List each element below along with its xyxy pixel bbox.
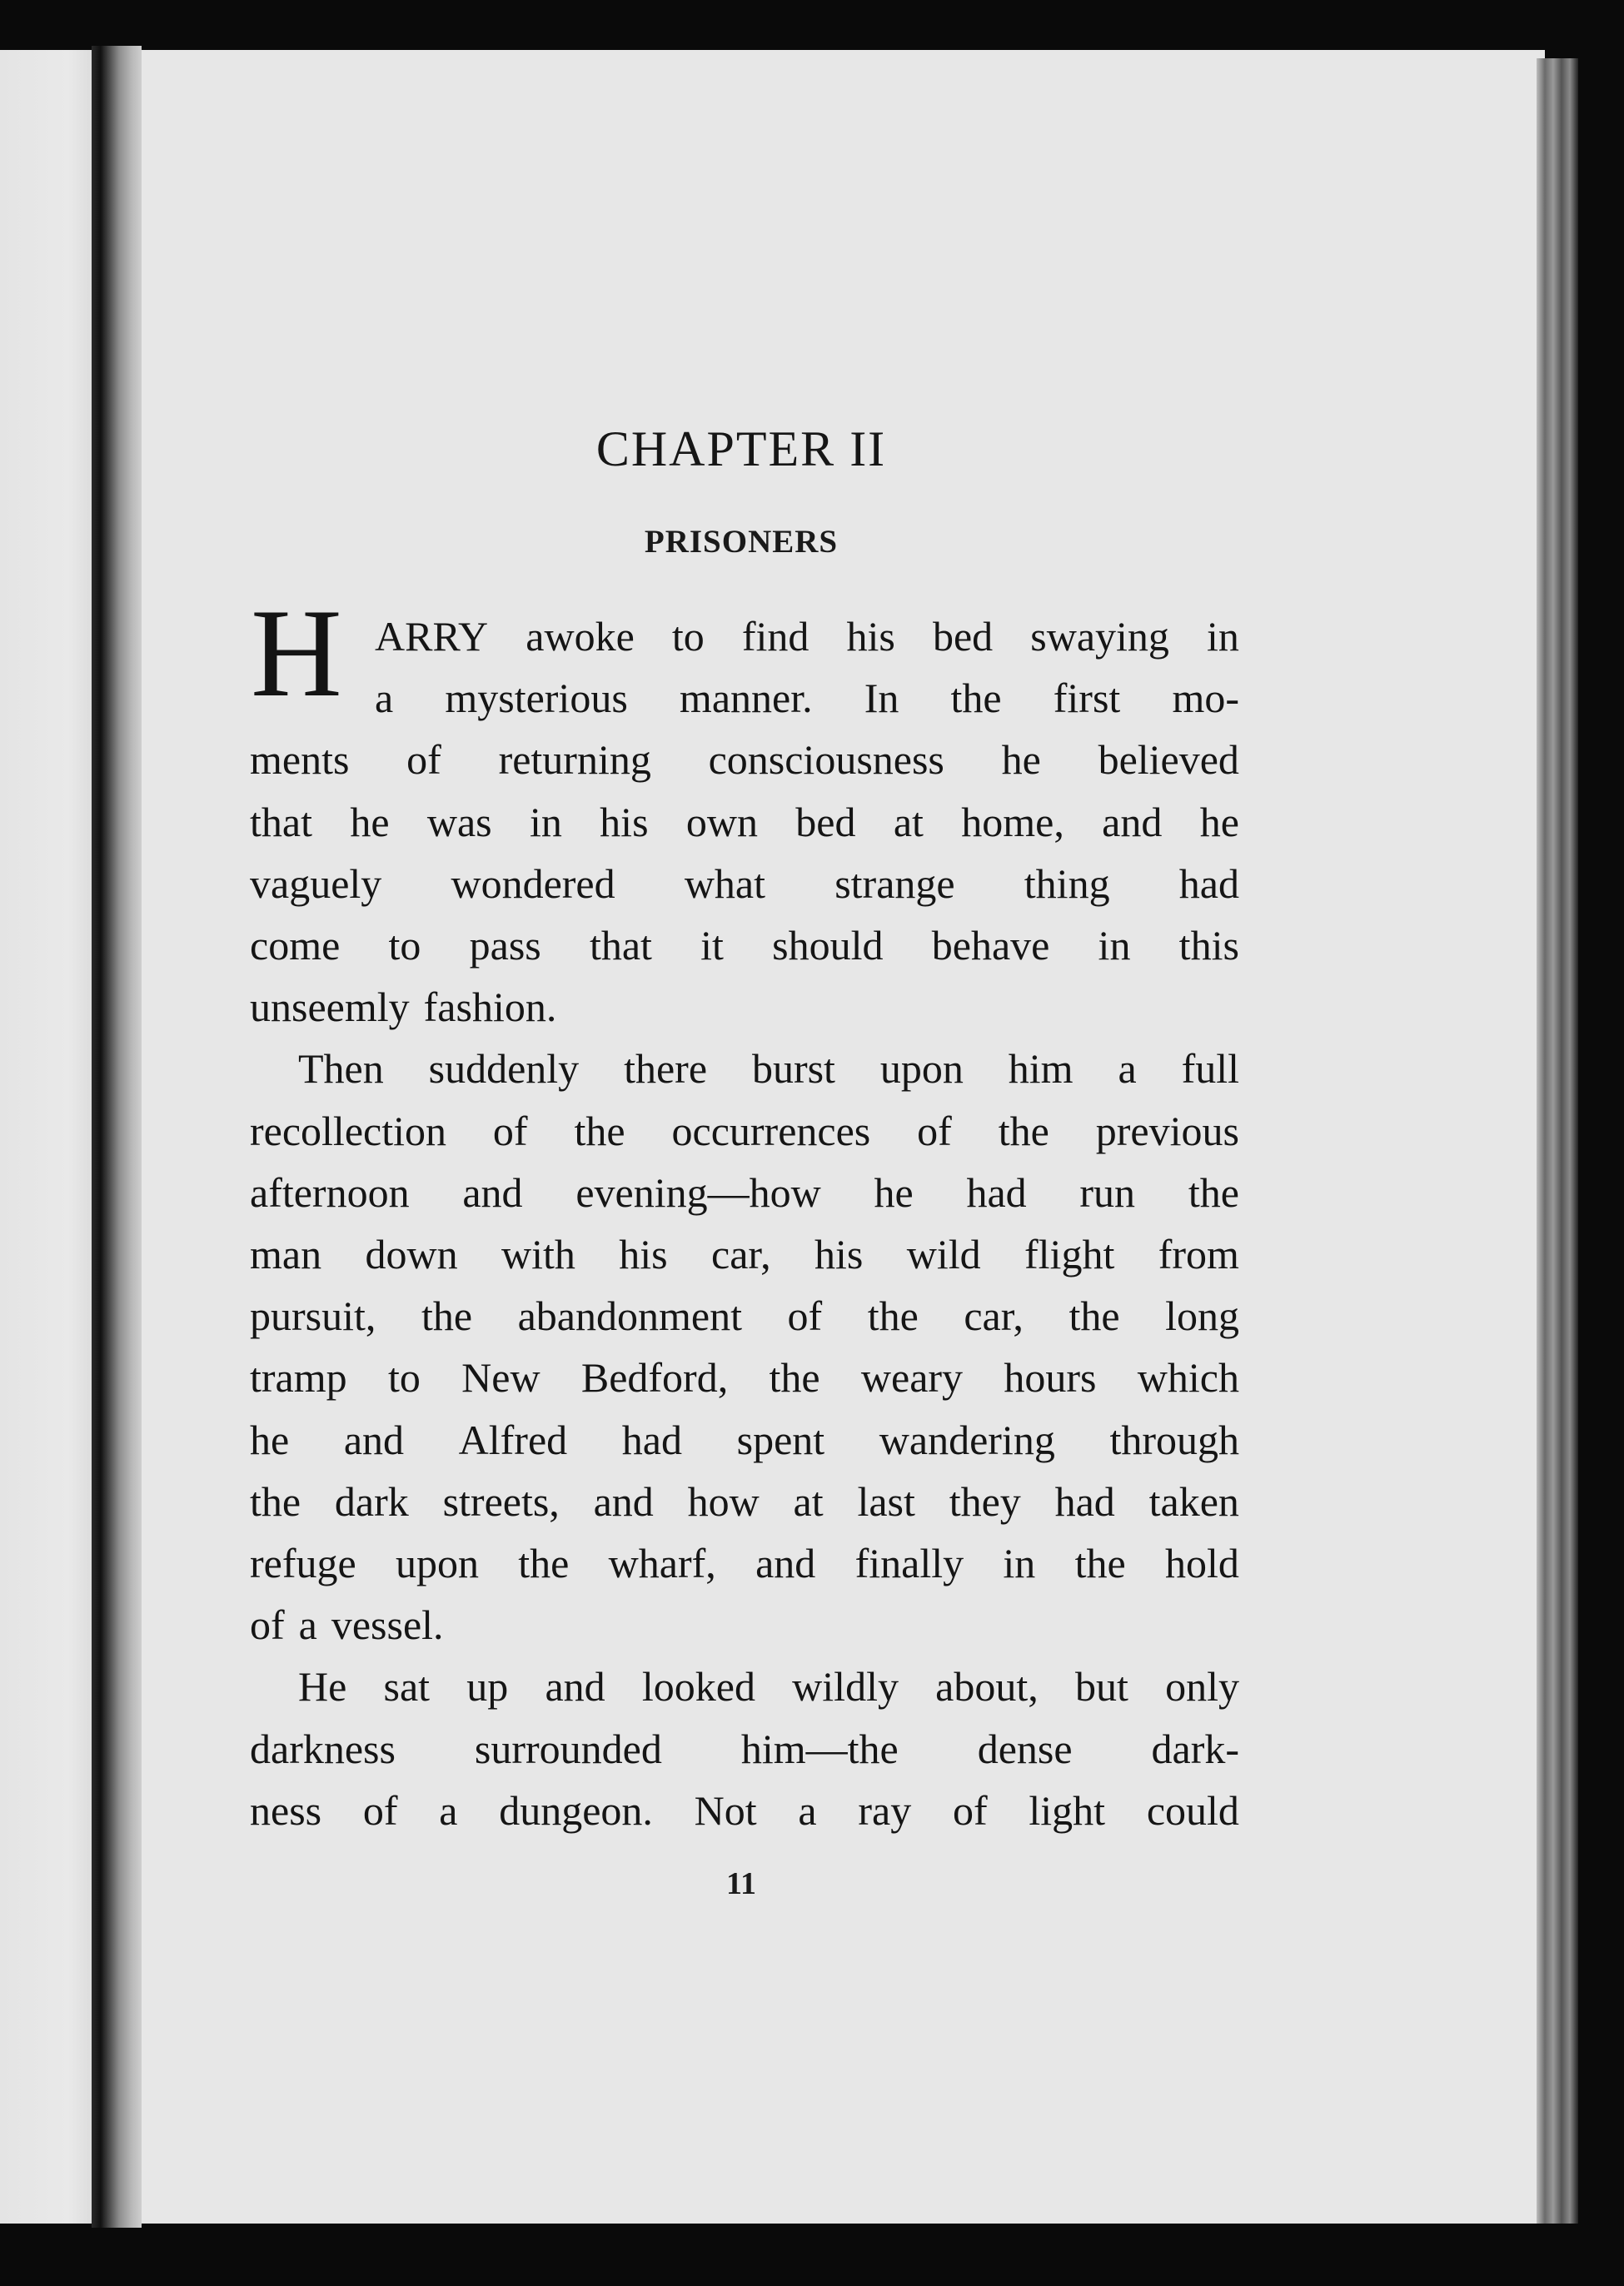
text-line: darkness surrounded him—the dense dark- (250, 1726, 1239, 1772)
chapter-heading: CHAPTER II (595, 421, 887, 476)
page-number: 11 (726, 1866, 756, 1901)
text-line: He sat up and looked wildly about, but only (298, 1663, 1239, 1710)
text-line: a mysterious manner. In the first mo- (375, 675, 1239, 721)
text-line: recollection of the occurrences of the previous (250, 1108, 1239, 1154)
text-line: that he was in his own bed at home, and he (250, 799, 1239, 845)
text-line: he and Alfred had spent wandering through (250, 1417, 1239, 1463)
text-line: the dark streets, and how at last they had taken (250, 1478, 1239, 1525)
chapter-title: PRISONERS (644, 524, 839, 560)
text-line: of a vessel. (250, 1601, 444, 1648)
text-line: pursuit, the abandonment of the car, the long (250, 1292, 1239, 1339)
text-line: vaguely wondered what strange thing had (250, 860, 1239, 907)
text-line: man down with his car, his wild flight from (250, 1231, 1239, 1277)
text-line: refuge upon the wharf, and finally in the hold (250, 1540, 1239, 1586)
text-line: unseemly fashion. (250, 984, 557, 1030)
drop-cap: H (251, 583, 342, 723)
right-page-edge (1537, 58, 1578, 2224)
text-line: ARRY awoke to find his bed swaying in (375, 613, 1239, 660)
left-page-edge (0, 50, 98, 2224)
text-line: tramp to New Bedford, the weary hours which (250, 1354, 1239, 1401)
text-line: Then suddenly there burst upon him a full (298, 1045, 1239, 1092)
text-line: ments of returning consciousness he believed (250, 736, 1239, 783)
text-line: afternoon and evening—how he had run the (250, 1169, 1239, 1216)
text-line: ness of a dungeon. Not a ray of light could (250, 1787, 1239, 1834)
text-line: come to pass that it should behave in this (250, 922, 1239, 969)
